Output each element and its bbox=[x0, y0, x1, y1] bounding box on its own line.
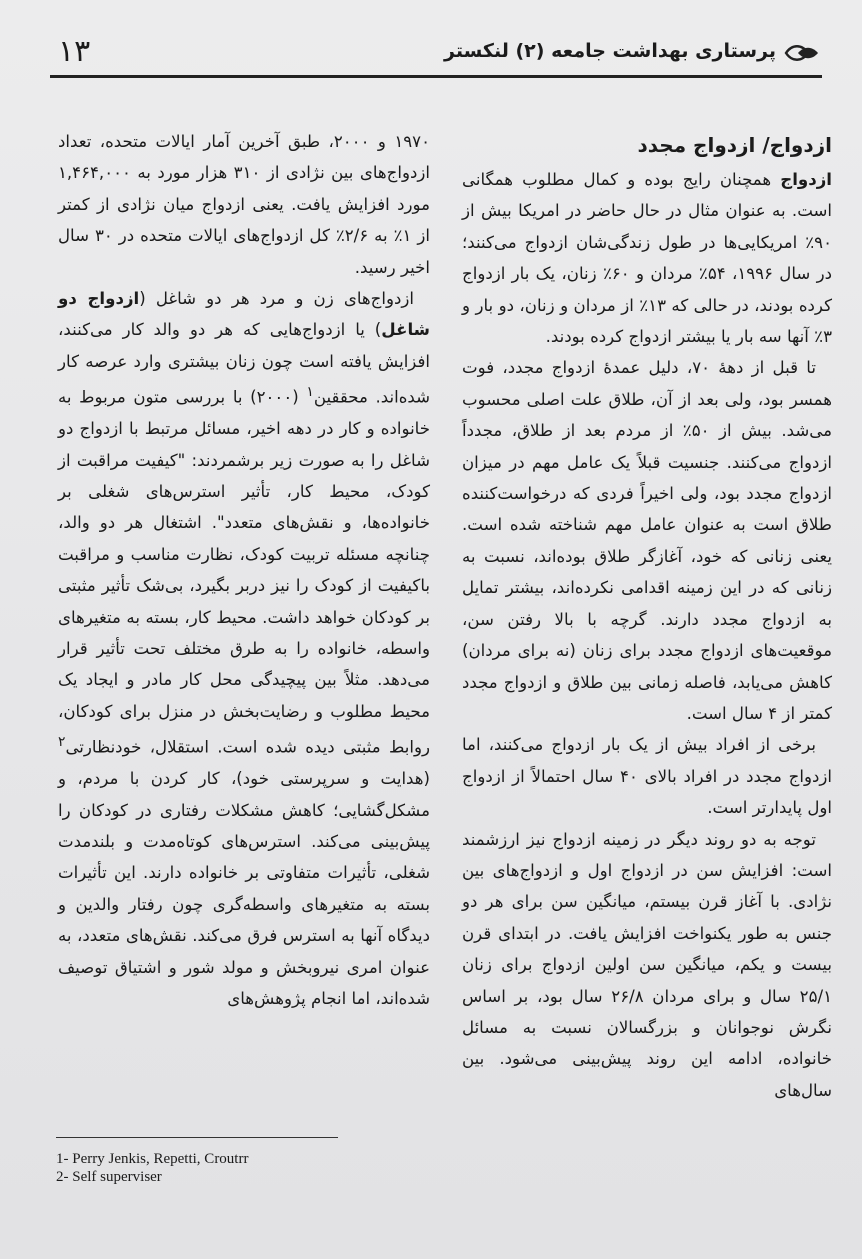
footnote-marker: ۱ bbox=[306, 384, 314, 401]
paragraph-text: (۲۰۰۰) با بررسی متون مربوط به خانواده و کار در دهه اخیر، مسائل مرتبط با ازدواج دو شاغل را به صورت زیر برشمردند: "کیفیت مراقبت از کودک، محیط کار، تأثیر استرس‌های شغلی بر خانواده‌ها، و نقش‌های متعدد". اشتغال هر دو والد، چنانچه مسئله تربیت کودک، نظارت مناسب و مراقبت باکیفیت از کودک را نیز دربر بگیرد، بی‌شک تأثیر مثبتی بر کودکان خواهد داشت. محیط کار، بسته به متغیرهای واسطه، خانواده را به طرق مختلف تحت تأثیر قرار می‌دهد. مثلاً بین پیچیدگی محل کار مادر و ایجاد یک محیط مطلوب و رضایت‌بخش در منزل برای کودکان، روابط مثبتی دیده شده است. استقلال، خودنظارتی bbox=[58, 387, 430, 757]
paragraph-text: (هدایت و سرپرستی خود)، کار کردن با مردم، و مشکل‌گشایی؛ کاهش مشکلات رفتاری در کودکان را پیش‌بینی می‌کند. استرس‌های کوتاه‌مدت و بلندمدت شغلی، تأثیرات متفاوتی بر خانواده دارند. این تأثیرات بسته به متغیرهای واسطه‌گری چون رفتار والدین و دیدگاه آنها به استرس فرق می‌کند. نقش‌های متعدد، به عنوان امری نیروبخش و مولد شور و اشتیاق توصیف شده‌اند، اما انجام پژوهش‌های bbox=[58, 769, 430, 1009]
paragraph: تا قبل از دهۀ ۷۰، دلیل عمدۀ ازدواج مجدد، فوت همسر بود، ولی بعد از آن، طلاق علت اصلی محسوب می‌شد. بیش از ۵۰٪ از مردم بعد از طلاق، مجدداً ازدواج می‌کنند. جنسیت قبلاً یک عامل مهم در میزان ازدواج مجدد بود، ولی اخیراً فردی که درخواست‌کننده طلاق است به عنوان عامل مهم شناخته شده است. یعنی زنانی که خود، آغازگر طلاق بوده‌اند، نسبت به زنانی که در این زمینه اقدامی نکرده‌اند، بیشتر تمایل به ازدواج مجدد دارند. گرچه با بالا رفتن سن، موقعیت‌های ازدواج مجدد برای زنان (نه برای مردان) کاهش می‌یابد، فاصله زمانی بین طلاق و ازدواج مجدد کمتر از ۴ سال است. bbox=[462, 358, 832, 723]
header-title: پرستاری بهداشت جامعه (۲) لنکستر bbox=[444, 40, 776, 62]
paragraph bbox=[58, 283, 430, 1014]
paragraph-text: همچنان رایج بوده و کمال مطلوب همگانی است. به عنوان مثال در حال حاضر در امریکا بیش از ۹۰٪ امریکایی‌ها در طول زندگی‌شان ازدواج می‌کنند؛ در سال ۱۹۹۶، ۵۴٪ مردان و ۶۰٪ زنان، یک بار ازدواج کرده بودند، در حالی که ۱۳٪ از مردان و زنان، دو بار و ۳٪ آنها سه بار یا بیشتر ازدواج کرده بودند. bbox=[462, 170, 833, 347]
bold-term: ازدواج bbox=[780, 170, 832, 189]
paragraph-text: ازدواج‌های زن و مرد هر دو شاغل ( bbox=[139, 289, 414, 309]
paragraph bbox=[462, 164, 832, 352]
left-column bbox=[58, 126, 430, 1014]
page-number: ۱۳ bbox=[58, 34, 91, 69]
bold-term: ازدواج دو شاغل bbox=[58, 289, 430, 340]
running-header bbox=[50, 32, 822, 78]
footnote: 2- Self superviser bbox=[56, 1169, 162, 1185]
section-heading: ازدواج/ ازدواج مجدد bbox=[637, 133, 832, 157]
paragraph: توجه به دو روند دیگر در زمینه ازدواج نیز ارزشمند است: افزایش سن در ازدواج اول و ازدواج‌های بین نژادی. با آغاز قرن بیستم، میانگین سن برای هر دو جنس به طور یکنواخت افزایش یافت. در ابتدای قرن بیست و یکم، میانگین سن اولین ازدواج برای زنان ۲۵/۱ سال و برای مردان ۲۶/۸ سال بود، بر اساس نگرش نوجوانان و بزرگسالان نسبت به مسائل خانواده، ادامه این روند پیش‌بینی می‌شود. بین سال‌های bbox=[462, 829, 832, 1100]
header-rule bbox=[50, 75, 822, 78]
paragraph: برخی از افراد بیش از یک بار ازدواج می‌کنند، اما ازدواج مجدد در افراد بالای ۴۰ سال احتمالاً از ازدواج اول پایدارتر است. bbox=[462, 735, 832, 818]
paragraph-text: ) یا ازدواج‌هایی که هر دو والد کار می‌کنند، افزایش یافته است چون زنان بیشتری وارد عرصه کار شده‌اند. محققین bbox=[58, 320, 431, 407]
footnote-rule bbox=[56, 1137, 338, 1138]
footnote-marker: ۲ bbox=[58, 734, 66, 751]
footnote: 1- Perry Jenkis, Repetti, Croutrr bbox=[56, 1151, 249, 1167]
right-column bbox=[462, 128, 832, 1106]
leaf-ornament-icon bbox=[784, 42, 820, 64]
footnotes bbox=[56, 1150, 248, 1186]
paragraph: ۱۹۷۰ و ۲۰۰۰، طبق آخرین آمار ایالات متحده، تعداد ازدواج‌های بین نژادی از ۳۱۰ هزار مورد به ۱,۴۶۴,۰۰۰ مورد افزایش یافت. یعنی ازدواج میان نژادی از کمتر از ۱٪ به ۲/۶٪ کل ازدواج‌های ایالات متحده در ۳۰ سال اخیر رسید. bbox=[58, 132, 430, 277]
